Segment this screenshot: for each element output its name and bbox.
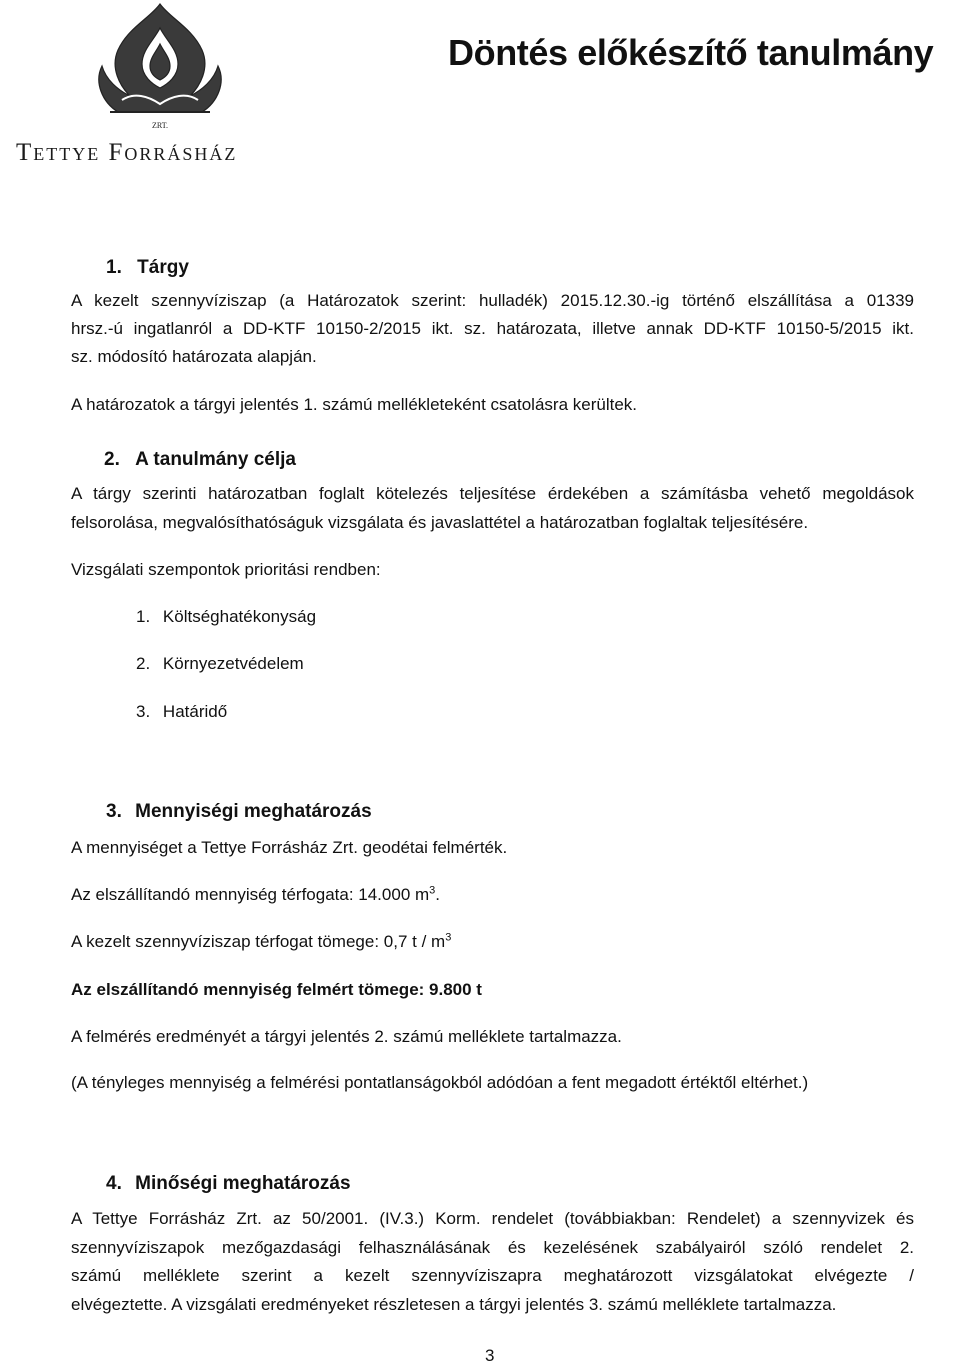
section-2-paragraph-line-2: felsorolása, megvalósíthatóságuk vizsgálata és javaslattétel a határozatban foglaltak teljesítésére. bbox=[71, 513, 809, 532]
logo-emblem bbox=[99, 4, 221, 112]
section-1-number: 1. bbox=[106, 257, 122, 278]
section-4-title: Minőségi meghatározás bbox=[135, 1173, 351, 1194]
section-4-paragraph-line-4: elvégeztette. A vizsgálati eredményeket részletesen a tárgyi jelentés 3. számú melléklete tartalmazza. bbox=[71, 1295, 837, 1314]
section-4-paragraph-line-2: szennyvíziszapok mezőgazdasági felhasználásának és kezelésének szabályairól szóló rendelet 2. bbox=[71, 1238, 914, 1257]
section-1-paragraph-line-2: hrsz.-ú ingatlanról a DD-KTF 10150-2/2015 ikt. sz. határozata, illetve annak DD-KTF 10150-5/2015 ikt. bbox=[71, 319, 914, 338]
section-2-heading bbox=[104, 449, 296, 471]
volume-exponent: 3 bbox=[429, 884, 436, 897]
volume-period: . bbox=[435, 885, 441, 904]
logo-brand-text: Tettye Forrásház bbox=[16, 139, 238, 166]
priority-list-item bbox=[136, 654, 304, 674]
section-4-number: 4. bbox=[106, 1173, 122, 1194]
section-3-number: 3. bbox=[106, 801, 122, 822]
survey-statement: A mennyiséget a Tettye Forrásház Zrt. geodétai felmérték. bbox=[71, 838, 508, 857]
priority-item-label: Környezetvédelem bbox=[162, 654, 304, 673]
section-2-title: A tanulmány célja bbox=[135, 449, 296, 470]
density-exponent: 3 bbox=[445, 931, 452, 944]
section-4-paragraph-line-1: A Tettye Forrásház Zrt. az 50/2001. (IV.3.) Korm. rendelet (továbbiakban: Rendelet) a szennyvizek és bbox=[71, 1209, 914, 1228]
section-3-title: Mennyiségi meghatározás bbox=[135, 801, 372, 822]
priority-item-label: Határidő bbox=[162, 702, 228, 721]
priority-item-label: Költséghatékonyság bbox=[162, 607, 317, 626]
volume-statement bbox=[71, 885, 440, 905]
volume-text: Az elszállítandó mennyiség térfogata: 14.000 m bbox=[71, 885, 430, 904]
section-3-heading bbox=[106, 801, 372, 823]
section-2-number: 2. bbox=[104, 449, 120, 470]
priority-item-number: 2. bbox=[136, 654, 151, 673]
priority-item-number: 1. bbox=[136, 607, 151, 626]
document-title: Döntés előkészítő tanulmány bbox=[448, 32, 934, 73]
logo-zrt: ZRT. bbox=[151, 121, 169, 130]
section-4-paragraph-line-3: számú melléklete szerint a kezelt szennyvíziszapra meghatározott vizsgálatokat elvégezte / bbox=[71, 1266, 914, 1285]
section-1-title: Tárgy bbox=[137, 257, 189, 278]
section-2-paragraph-line-1: A tárgy szerinti határozatban foglalt kötelezés teljesítése érdekében a számításba vehető megoldások bbox=[71, 484, 914, 503]
section-1-heading bbox=[106, 257, 189, 279]
deviation-note: (A tényleges mennyiség a felmérési pontatlanságokból adódóan a fent megadott értéktől eltérhet.) bbox=[71, 1073, 809, 1092]
section-1-attachment-note: A határozatok a tárgyi jelentés 1. számú mellékleteként csatolásra kerültek. bbox=[71, 395, 638, 414]
section-1-paragraph-line-1: A kezelt szennyvíziszap (a Határozatok szerint: hulladék) 2015.12.30.-ig történő elszállítása a 01339 bbox=[71, 291, 914, 310]
survey-attachment-note: A felmérés eredményét a tárgyi jelentés 2. számú melléklete tartalmazza. bbox=[71, 1027, 622, 1046]
section-1-paragraph-line-3: sz. módosító határozata alapján. bbox=[71, 347, 317, 366]
section-4-heading bbox=[106, 1173, 351, 1195]
priority-list-intro: Vizsgálati szempontok prioritási rendben: bbox=[71, 560, 381, 579]
mass-statement: Az elszállítandó mennyiség felmért tömege: 9.800 t bbox=[71, 980, 482, 999]
priority-item-number: 3. bbox=[136, 702, 151, 721]
page-number: 3 bbox=[485, 1346, 495, 1365]
density-statement bbox=[71, 932, 451, 952]
priority-list-item bbox=[136, 607, 316, 627]
priority-list-item bbox=[136, 702, 227, 722]
density-text: A kezelt szennyvíziszap térfogat tömege: 0,7 t / m bbox=[71, 932, 446, 951]
tettye-forrashaz-logo bbox=[10, 0, 310, 170]
